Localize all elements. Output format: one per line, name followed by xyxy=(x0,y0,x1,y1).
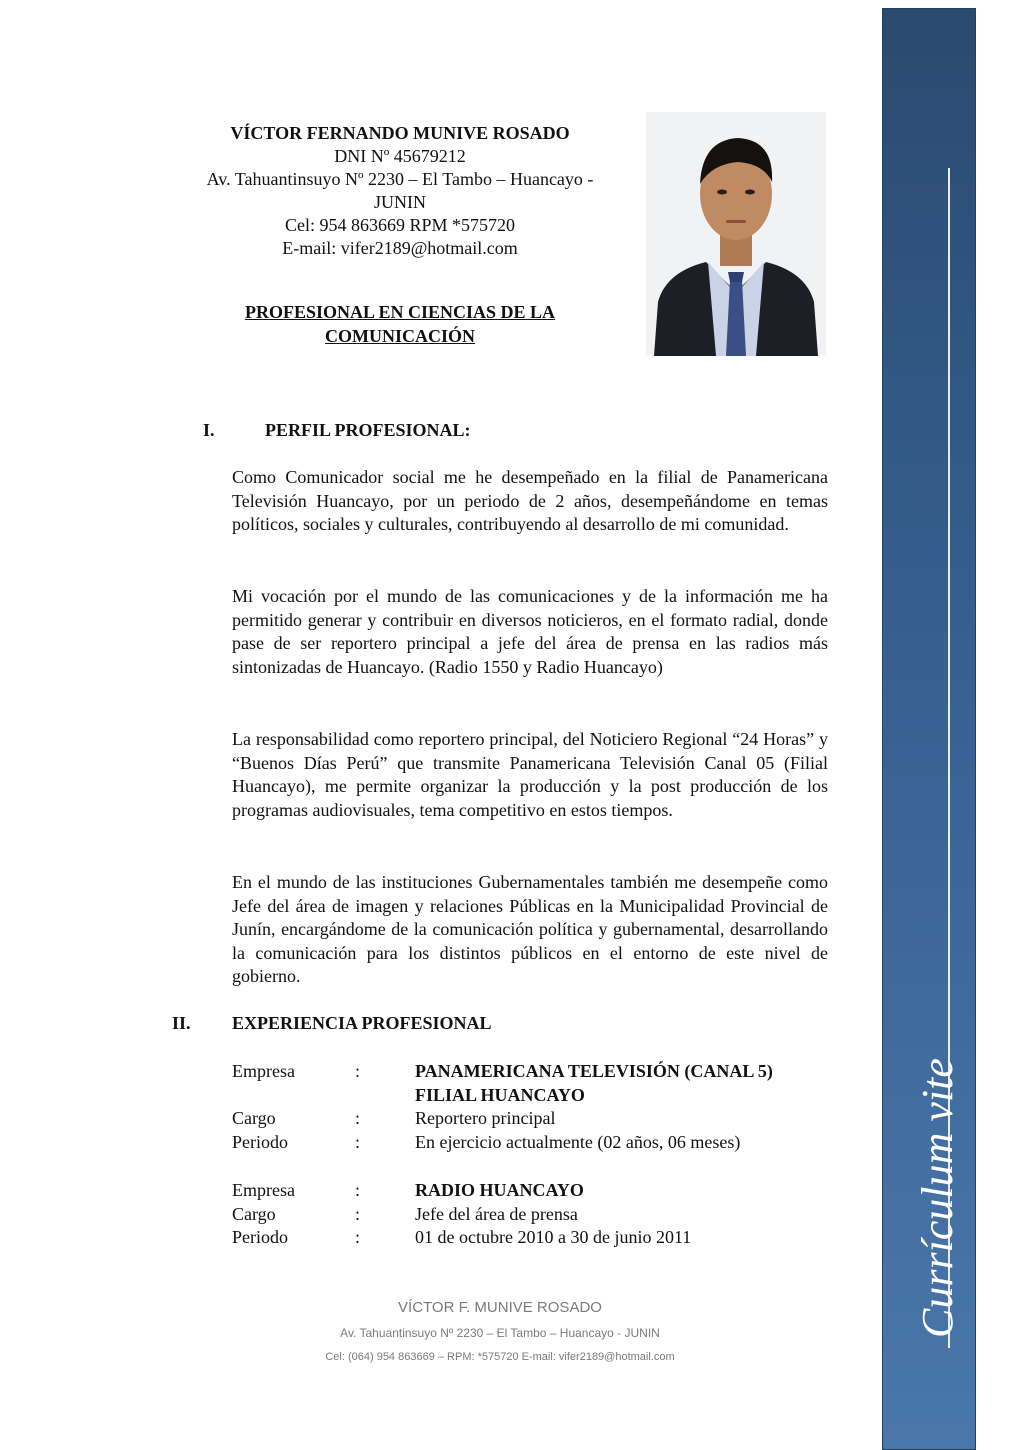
section-title-perfil: PERFIL PROFESIONAL: xyxy=(265,420,471,440)
colon: : xyxy=(355,1108,361,1128)
job-entry xyxy=(0,1060,880,1160)
address-line-1: Av. Tahuantinsuyo Nº 2230 – El Tambo – Huancayo - xyxy=(206,169,594,189)
colon: : xyxy=(355,1180,361,1200)
profession-line-2: COMUNICACIÓN xyxy=(325,326,475,346)
section-title-experiencia: EXPERIENCIA PROFESIONAL xyxy=(232,1013,492,1033)
address-line-2: JUNIN xyxy=(374,192,426,212)
section-number-perfil: I. xyxy=(203,420,215,440)
profession-title xyxy=(200,300,600,348)
dni: DNI Nº 45679212 xyxy=(334,146,466,166)
perfil-paragraph: Como Comunicador social me he desempeñado en la filial de Panamericana Televisión Huancayo, por un periodo de 2 años, desempeñándome en temas políticos, sociales y culturales, contribuyendo al desarrollo de mi comunidad. xyxy=(232,467,828,534)
empresa-name: RADIO HUANCAYO xyxy=(415,1180,584,1200)
contact-header xyxy=(170,122,630,260)
footer-contact: Cel: (064) 954 863669 – RPM: *575720 E-mail: vifer2189@hotmail.com xyxy=(325,1351,675,1363)
perfil-paragraph: En el mundo de las instituciones Gubernamentales también me desempeñe como Jefe del área de imagen y relaciones Públicas en la Municipalidad Provincial de Junín, encargándome de la comunicación política y gubernamental, desarrollando la comunicación para los distintos públicos en el entorno de este nivel de gobierno. xyxy=(232,872,828,986)
perfil-paragraph: La responsabilidad como reportero principal, del Noticiero Regional “24 Horas” y “Buenos Días Perú” que transmite Panamericana Televisión Canal 05 (Filial Huancayo), me permite organizar la producción y la post producción de los programas audiovisuales, tema competitivo en estos tiempos. xyxy=(232,729,828,820)
phone: Cel: 954 863669 RPM *575720 xyxy=(284,215,516,235)
cargo-label: Cargo xyxy=(232,1203,276,1224)
profession-line-1: PROFESIONAL EN CIENCIAS DE LA xyxy=(244,302,556,322)
colon: : xyxy=(355,1061,361,1081)
cargo-label: Cargo xyxy=(232,1108,276,1128)
colon: : xyxy=(355,1203,361,1224)
periodo-value: En ejercicio actualmente (02 años, 06 meses) xyxy=(415,1131,741,1152)
empresa-label: Empresa xyxy=(232,1061,295,1081)
colon: : xyxy=(355,1131,361,1152)
sidebar-title: Currículum vite xyxy=(913,1058,962,1338)
job-entry xyxy=(0,1179,880,1259)
email: E-mail: vifer2189@hotmail.com xyxy=(282,238,518,258)
section-number-experiencia: II. xyxy=(172,1013,191,1033)
empresa-name: PANAMERICANA TELEVISIÓN (CANAL 5) xyxy=(415,1061,773,1081)
perfil-paragraph: Mi vocación por el mundo de las comunicaciones y de la información me ha permitido generar y contribuir en diversos noticieros, en el formato radial, donde pase de ser reportero principal a jefe del área de prensa en las radios más sintonizadas de Huancayo. (Radio 1550 y Radio Huancayo) xyxy=(232,586,828,677)
footer-address: Av. Tahuantinsuyo Nº 2230 – El Tambo – Huancayo - JUNIN xyxy=(340,1326,660,1340)
empresa-label: Empresa xyxy=(232,1180,295,1200)
footer-name: VÍCTOR F. MUNIVE ROSADO xyxy=(398,1299,602,1316)
cargo-value: Reportero principal xyxy=(415,1108,556,1128)
candidate-name: VÍCTOR FERNANDO MUNIVE ROSADO xyxy=(230,123,570,143)
profile-photo xyxy=(646,112,826,356)
empresa-name-line-2: FILIAL HUANCAYO xyxy=(415,1084,585,1105)
cargo-value: Jefe del área de prensa xyxy=(415,1203,578,1224)
decorative-sidebar xyxy=(882,8,976,1450)
periodo-label: Periodo xyxy=(232,1227,288,1247)
periodo-value: 01 de octubre 2010 a 30 de junio 2011 xyxy=(415,1227,692,1247)
colon: : xyxy=(355,1227,361,1247)
periodo-label: Periodo xyxy=(232,1131,288,1152)
